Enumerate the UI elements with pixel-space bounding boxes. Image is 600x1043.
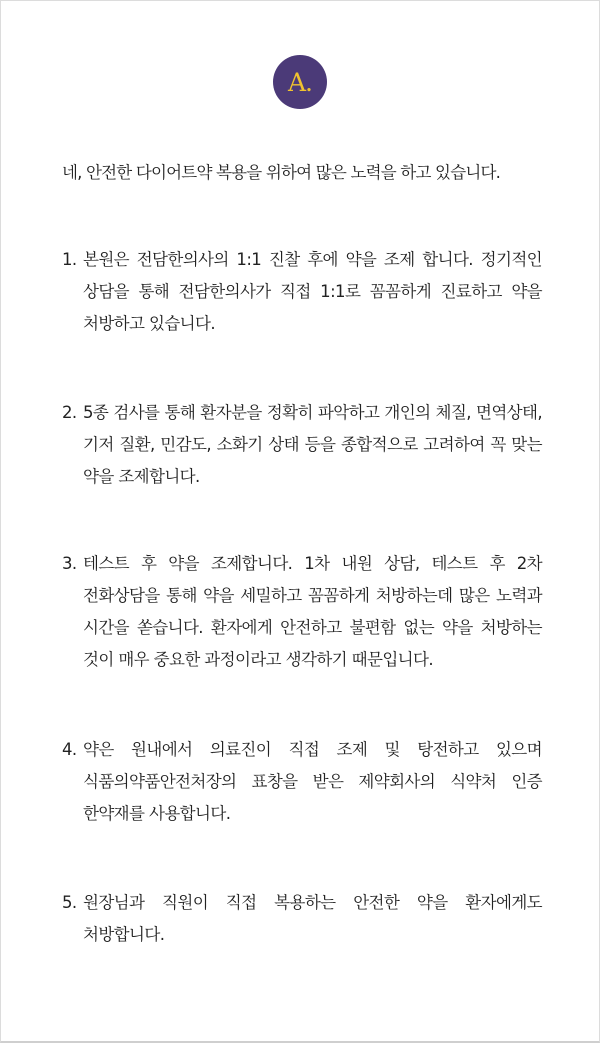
list-item-number: 2.: [62, 403, 77, 422]
list-item-text: 본원은 전담한의사의 1:1 진찰 후에 약을 조제 합니다. 정기적인 상담을 통해 전담한의사가 직접 1:1로 꼼꼼하게 진료하고 약을 처방하고 있습니다.: [83, 250, 542, 333]
list-item: [62, 548, 542, 676]
list-item-number: 4.: [62, 740, 77, 759]
list-item-text: 테스트 후 약을 조제합니다. 1차 내원 상담, 테스트 후 2차 전화상담을 통해 약을 세밀하고 꼼꼼하게 처방하는데 많은 노력과 시간을 쏟습니다. 환자에게 안전하고 불편함 없는 약을 처방하는 것이 매우 중요한 과정이라고 생각하기 때문입니다.: [83, 554, 542, 669]
list-item: [62, 397, 542, 493]
answer-badge-label: A.: [287, 67, 312, 97]
list-item-number: 1.: [62, 250, 77, 269]
list-item-text: 5종 검사를 통해 환자분을 정확히 파악하고 개인의 체질, 면역상태, 기저 질환, 민감도, 소화기 상태 등을 종합적으로 고려하여 꼭 맞는 약을 조제합니다.: [83, 403, 542, 486]
list-item: [62, 887, 542, 951]
answer-badge: [273, 55, 327, 109]
list-item: [62, 734, 542, 830]
list-item-text: 약은 원내에서 의료진이 직접 조제 및 탕전하고 있으며 식품의약품안전처장의 표창을 받은 제약회사의 식약처 인증 한약재를 사용합니다.: [83, 740, 542, 823]
list-item-text: 원장님과 직원이 직접 복용하는 안전한 약을 환자에게도 처방합니다.: [83, 893, 542, 944]
list-item-number: 3.: [62, 554, 77, 573]
list-item-number: 5.: [62, 893, 77, 912]
list-item: [62, 244, 542, 340]
intro-text: 네, 안전한 다이어트약 복용을 위하여 많은 노력을 하고 있습니다.: [62, 163, 501, 182]
